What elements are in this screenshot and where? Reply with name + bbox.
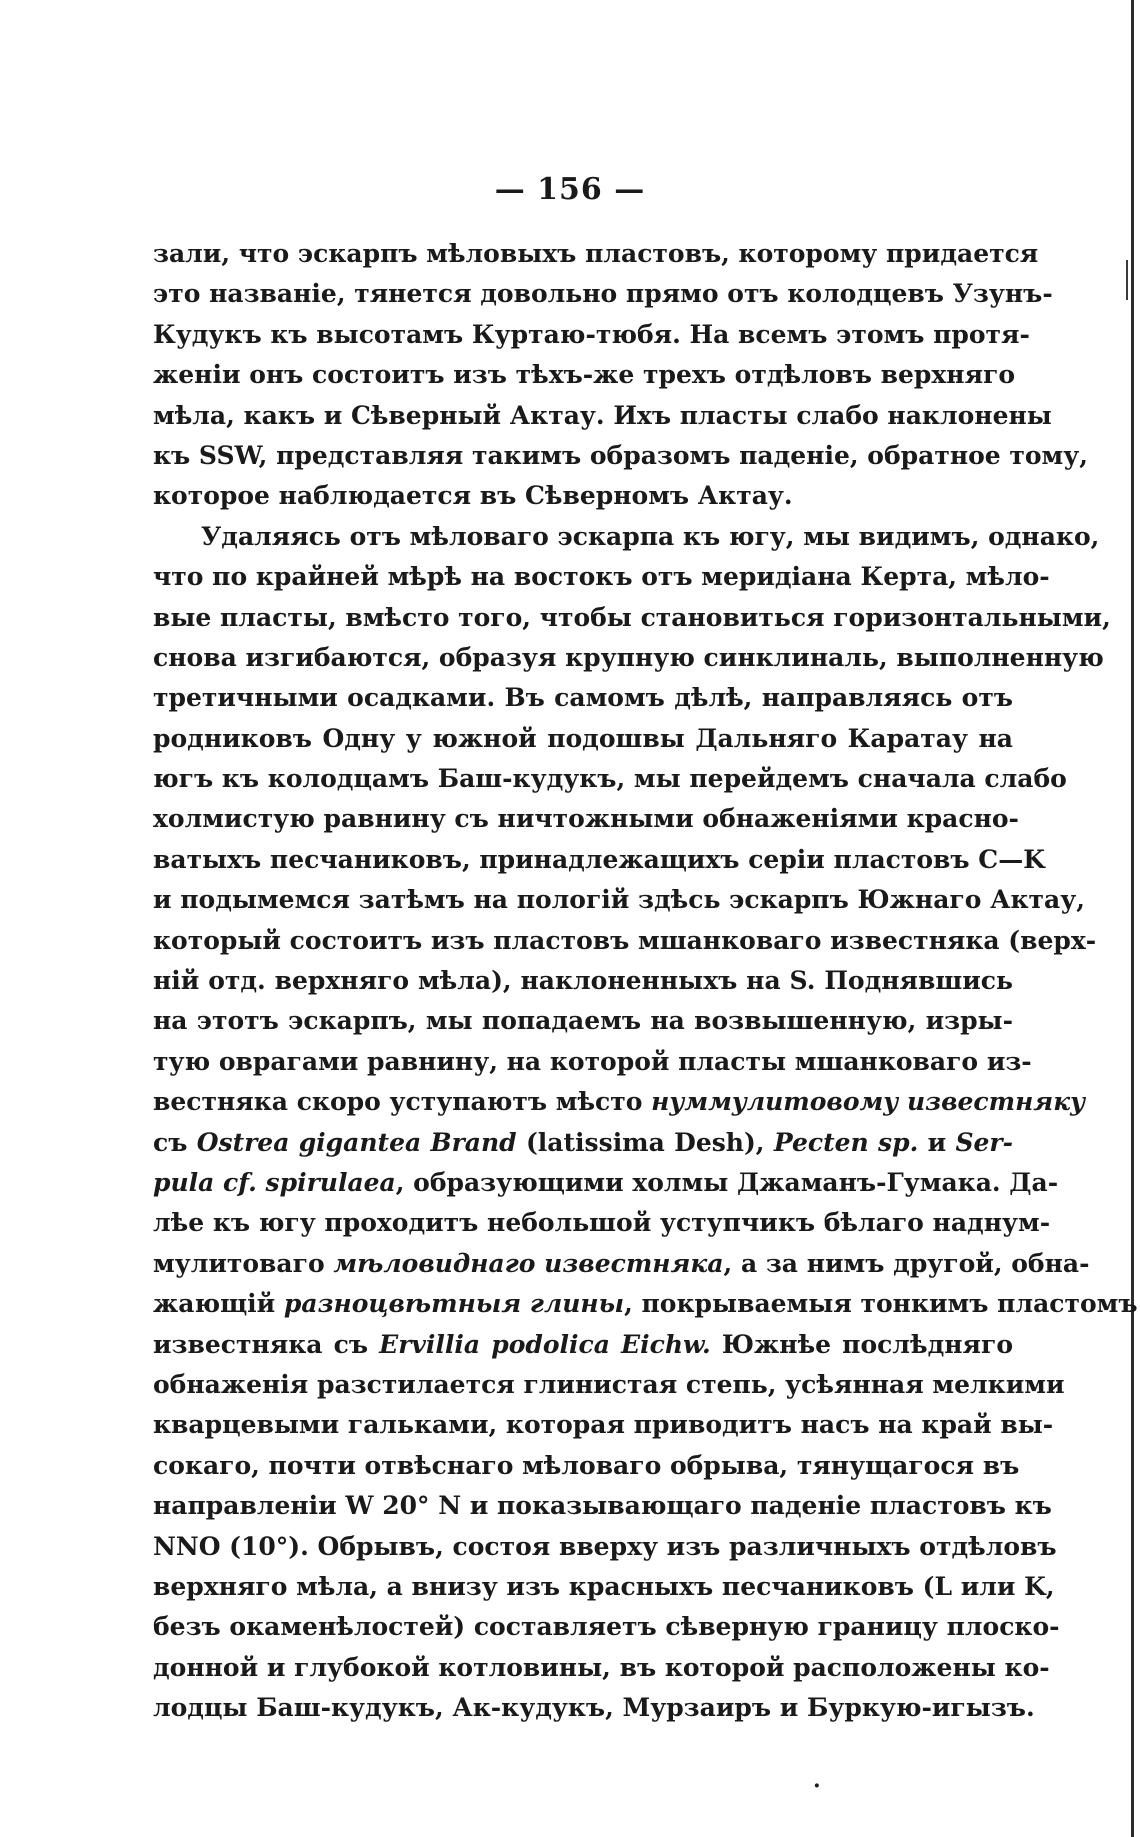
text-line: родниковъ Одну у южной подошвы Дальняго Каратау на [153,723,1013,753]
text-line: холмистую равнину съ ничтожными обнаженіями красно- [153,804,1019,834]
text-line: мѣла, какъ и Сѣверный Актау. Ихъ пласты слабо наклонены [153,400,1052,430]
italic-run: мѣловиднаго известняка [333,1248,724,1278]
text-run: и [927,1127,947,1157]
italic-run: Ervillia podolica Eichw. [379,1329,711,1359]
text-run: жающій [153,1289,276,1319]
text-line: ватыхъ песчаниковъ, принадлежащихъ серіи пластовъ C—K [153,844,1045,874]
text-line: снова изгибаются, образуя крупную синклиналь, выполненную [153,642,1104,672]
text-line: который состоитъ изъ пластовъ мшанковаго известняка (верх- [153,925,1097,955]
page-edge-line [1131,0,1134,1837]
text-line: Удаляясь отъ мѣловаго эскарпа къ югу, мы видимъ, однако, [201,521,1100,551]
text-run: Южнѣе послѣдняго [721,1329,1013,1359]
text-run: известняка съ [153,1329,369,1359]
text-line: тую оврагами равнину, на которой пласты мшанковаго из- [153,1046,1032,1076]
italic-run: Pecten sp. [773,1127,919,1157]
text-run: , покрываемыя тонкимъ пластомъ [624,1289,1138,1319]
text-line: на этотъ эскарпъ, мы попадаемъ на возвышенную, изры- [153,1006,1013,1036]
italic-run: Ostrea gigantea Brand [196,1127,517,1157]
text-run: (latissima Desh), [525,1127,765,1157]
italic-run: разноцвѣтныя глины [283,1289,625,1319]
text-line: что по крайней мѣрѣ на востокъ отъ меридіана Керта, мѣло- [153,562,1050,592]
text-line: это названіе, тянется довольно прямо отъ колодцевъ Узунъ- [153,279,1053,309]
text-line-mixed [153,1244,1090,1284]
text-line: ній отд. верхняго мѣла), наклоненныхъ на S. Поднявшись [153,966,1013,996]
text-line: которое наблюдается въ Сѣверномъ Актау. [153,481,793,511]
text-line: NNO (10°). Обрывъ, состоя вверху изъ различныхъ отдѣловъ [153,1531,1057,1561]
italic-run: Ser- [955,1127,1013,1157]
text-run: мулитоваго [153,1248,325,1278]
text-line: верхняго мѣла, а внизу изъ красныхъ песчаниковъ (L или K, [153,1571,1055,1601]
text-line-mixed [153,1325,1013,1365]
text-run: вестняка скоро уступаютъ мѣсто [153,1087,643,1117]
body-text [153,234,1138,1728]
text-run: , а за нимъ другой, обна- [723,1248,1090,1278]
page-edge-mark [1126,260,1128,300]
text-line: донной и глубокой котловины, въ которой расположены ко- [153,1652,1050,1682]
text-run: , образующими холмы Джаманъ-Гумака. Да- [395,1167,1059,1197]
stray-ink-mark: · [813,1773,821,1799]
text-line: обнаженія разстилается глинистая степь, усѣянная мелкими [153,1369,1065,1399]
text-line: и подымемся затѣмъ на пологій здѣсь эскарпъ Южнаго Актау, [153,885,1085,915]
text-line: югъ къ колодцамъ Баш-кудукъ, мы перейдемъ сначала слабо [153,764,1067,794]
text-line: третичными осадками. Въ самомъ дѣлѣ, направляясь отъ [153,683,1013,713]
text-line: къ SSW, представляя такимъ образомъ паденіе, обратное тому, [153,440,1088,470]
text-line: кварцевыми гальками, которая приводитъ насъ на край вы- [153,1410,1054,1440]
text-line: лѣе къ югу проходитъ небольшой уступчикъ бѣлаго наднум- [153,1208,1051,1238]
text-line: вые пласты, вмѣсто того, чтобы становиться горизонтальными, [153,602,1111,632]
text-line: женіи онъ состоитъ изъ тѣхъ-же трехъ отдѣловъ верхняго [153,360,1016,390]
text-line-mixed [153,1163,1059,1203]
text-line: лодцы Баш-кудукъ, Ак-кудукъ, Мурзаиръ и Буркую-игызъ. [153,1693,1035,1723]
text-line: зали, что эскарпъ мѣловыхъ пластовъ, которому придается [153,239,1039,268]
text-line-mixed [153,1123,1013,1163]
text-run: съ [153,1127,188,1157]
italic-run: нуммулитовому известняку [651,1087,1086,1117]
text-line: Кудукъ къ высотамъ Куртаю-тюбя. На всемъ этомъ протя- [153,319,1030,349]
page-number: — 156 — [494,172,646,207]
text-line-mixed [153,1082,1086,1122]
text-line: направленіи W 20° N и показывающаго паденіе пластовъ къ [153,1491,1052,1521]
text-line: сокаго, почти отвѣснаго мѣловаго обрыва, тянущагося въ [153,1450,1020,1480]
text-line: безъ окаменѣлостей) составляетъ сѣверную границу плоско- [153,1612,1060,1642]
italic-run: pula cf. spirulaea [153,1167,396,1197]
text-line-mixed [153,1284,1138,1324]
